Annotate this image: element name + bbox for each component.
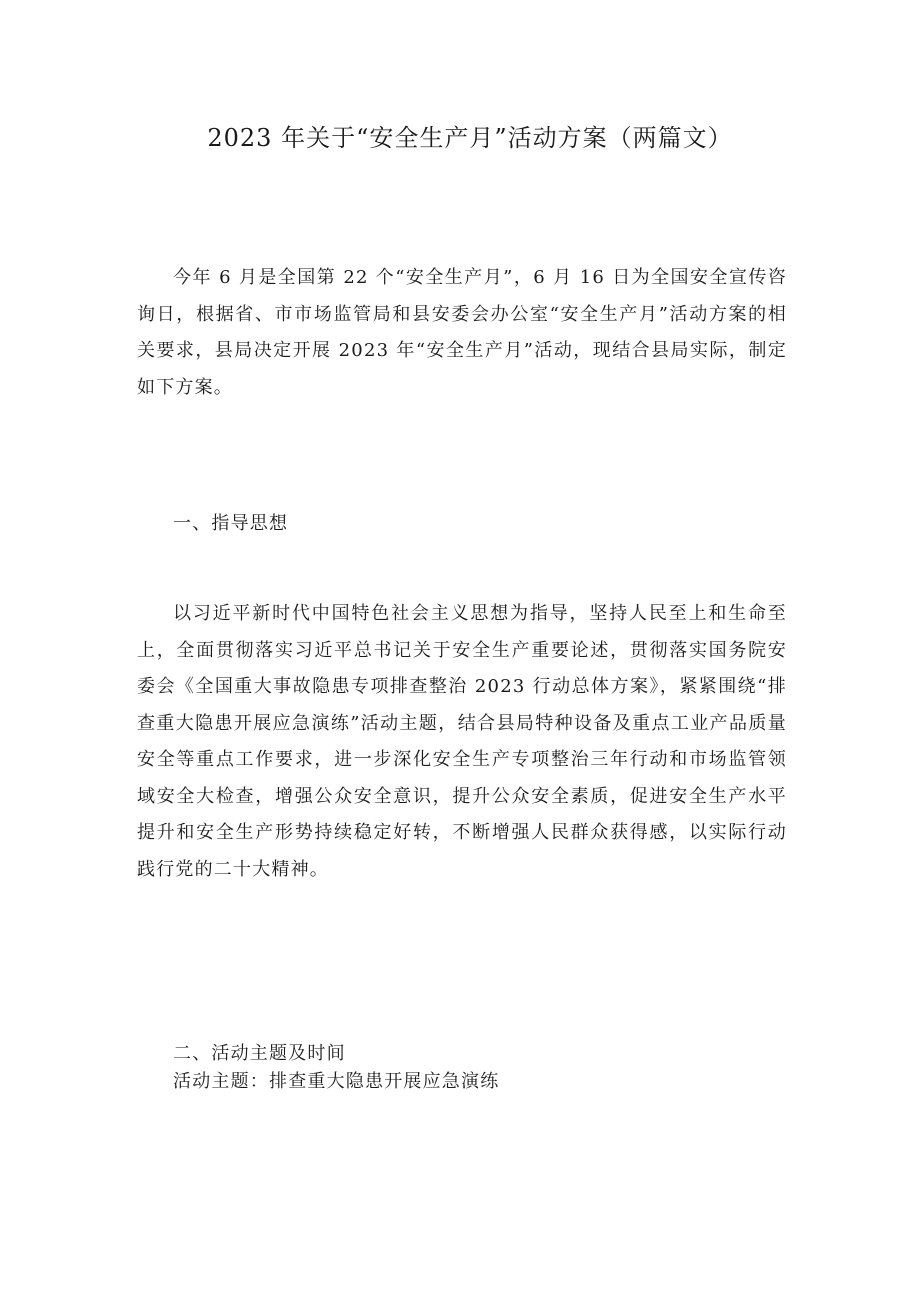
guiding-ideology-paragraph: 以习近平新时代中国特色社会主义思想为指导，坚持人民至上和生命至上，全面贯彻落实习近平总书记关于安全生产重要论述，贯彻落实国务院安委会《全国重大事故隐患专项排查整治 2023 行动总体方案》，紧紧围绕“排查重大隐患开展应急演练”活动主题，结合县局特种设备及重点工业产品质量安全等重点工作要求，进一步深化安全生产专项整治三年行动和市场监管领域安全大检查，增强公众安全意识，提升公众安全素质，促进安全生产水平提升和安全生产形势持续稳定好转，不断增强人民群众获得感，以实际行动践行党的二十大精神。 xyxy=(137,603,787,880)
activity-theme-line: 活动主题：排查重大隐患开展应急演练 xyxy=(173,1071,500,1092)
section-heading-theme-and-time: 二、活动主题及时间 xyxy=(173,1043,346,1064)
section-heading-guiding-ideology: 一、指导思想 xyxy=(173,513,289,534)
intro-paragraph: 今年 6 月是全国第 22 个“安全生产月”，6 月 16 日为全国安全宣传咨询日，根据省、市市场监管局和县安委会办公室“安全生产月”活动方案的相关要求，县局决定开展 2023 年“安全生产月”活动，现结合县局实际，制定如下方案。 xyxy=(137,267,787,398)
document-title: 2023 年关于“安全生产月”活动方案（两篇文） xyxy=(207,124,733,152)
